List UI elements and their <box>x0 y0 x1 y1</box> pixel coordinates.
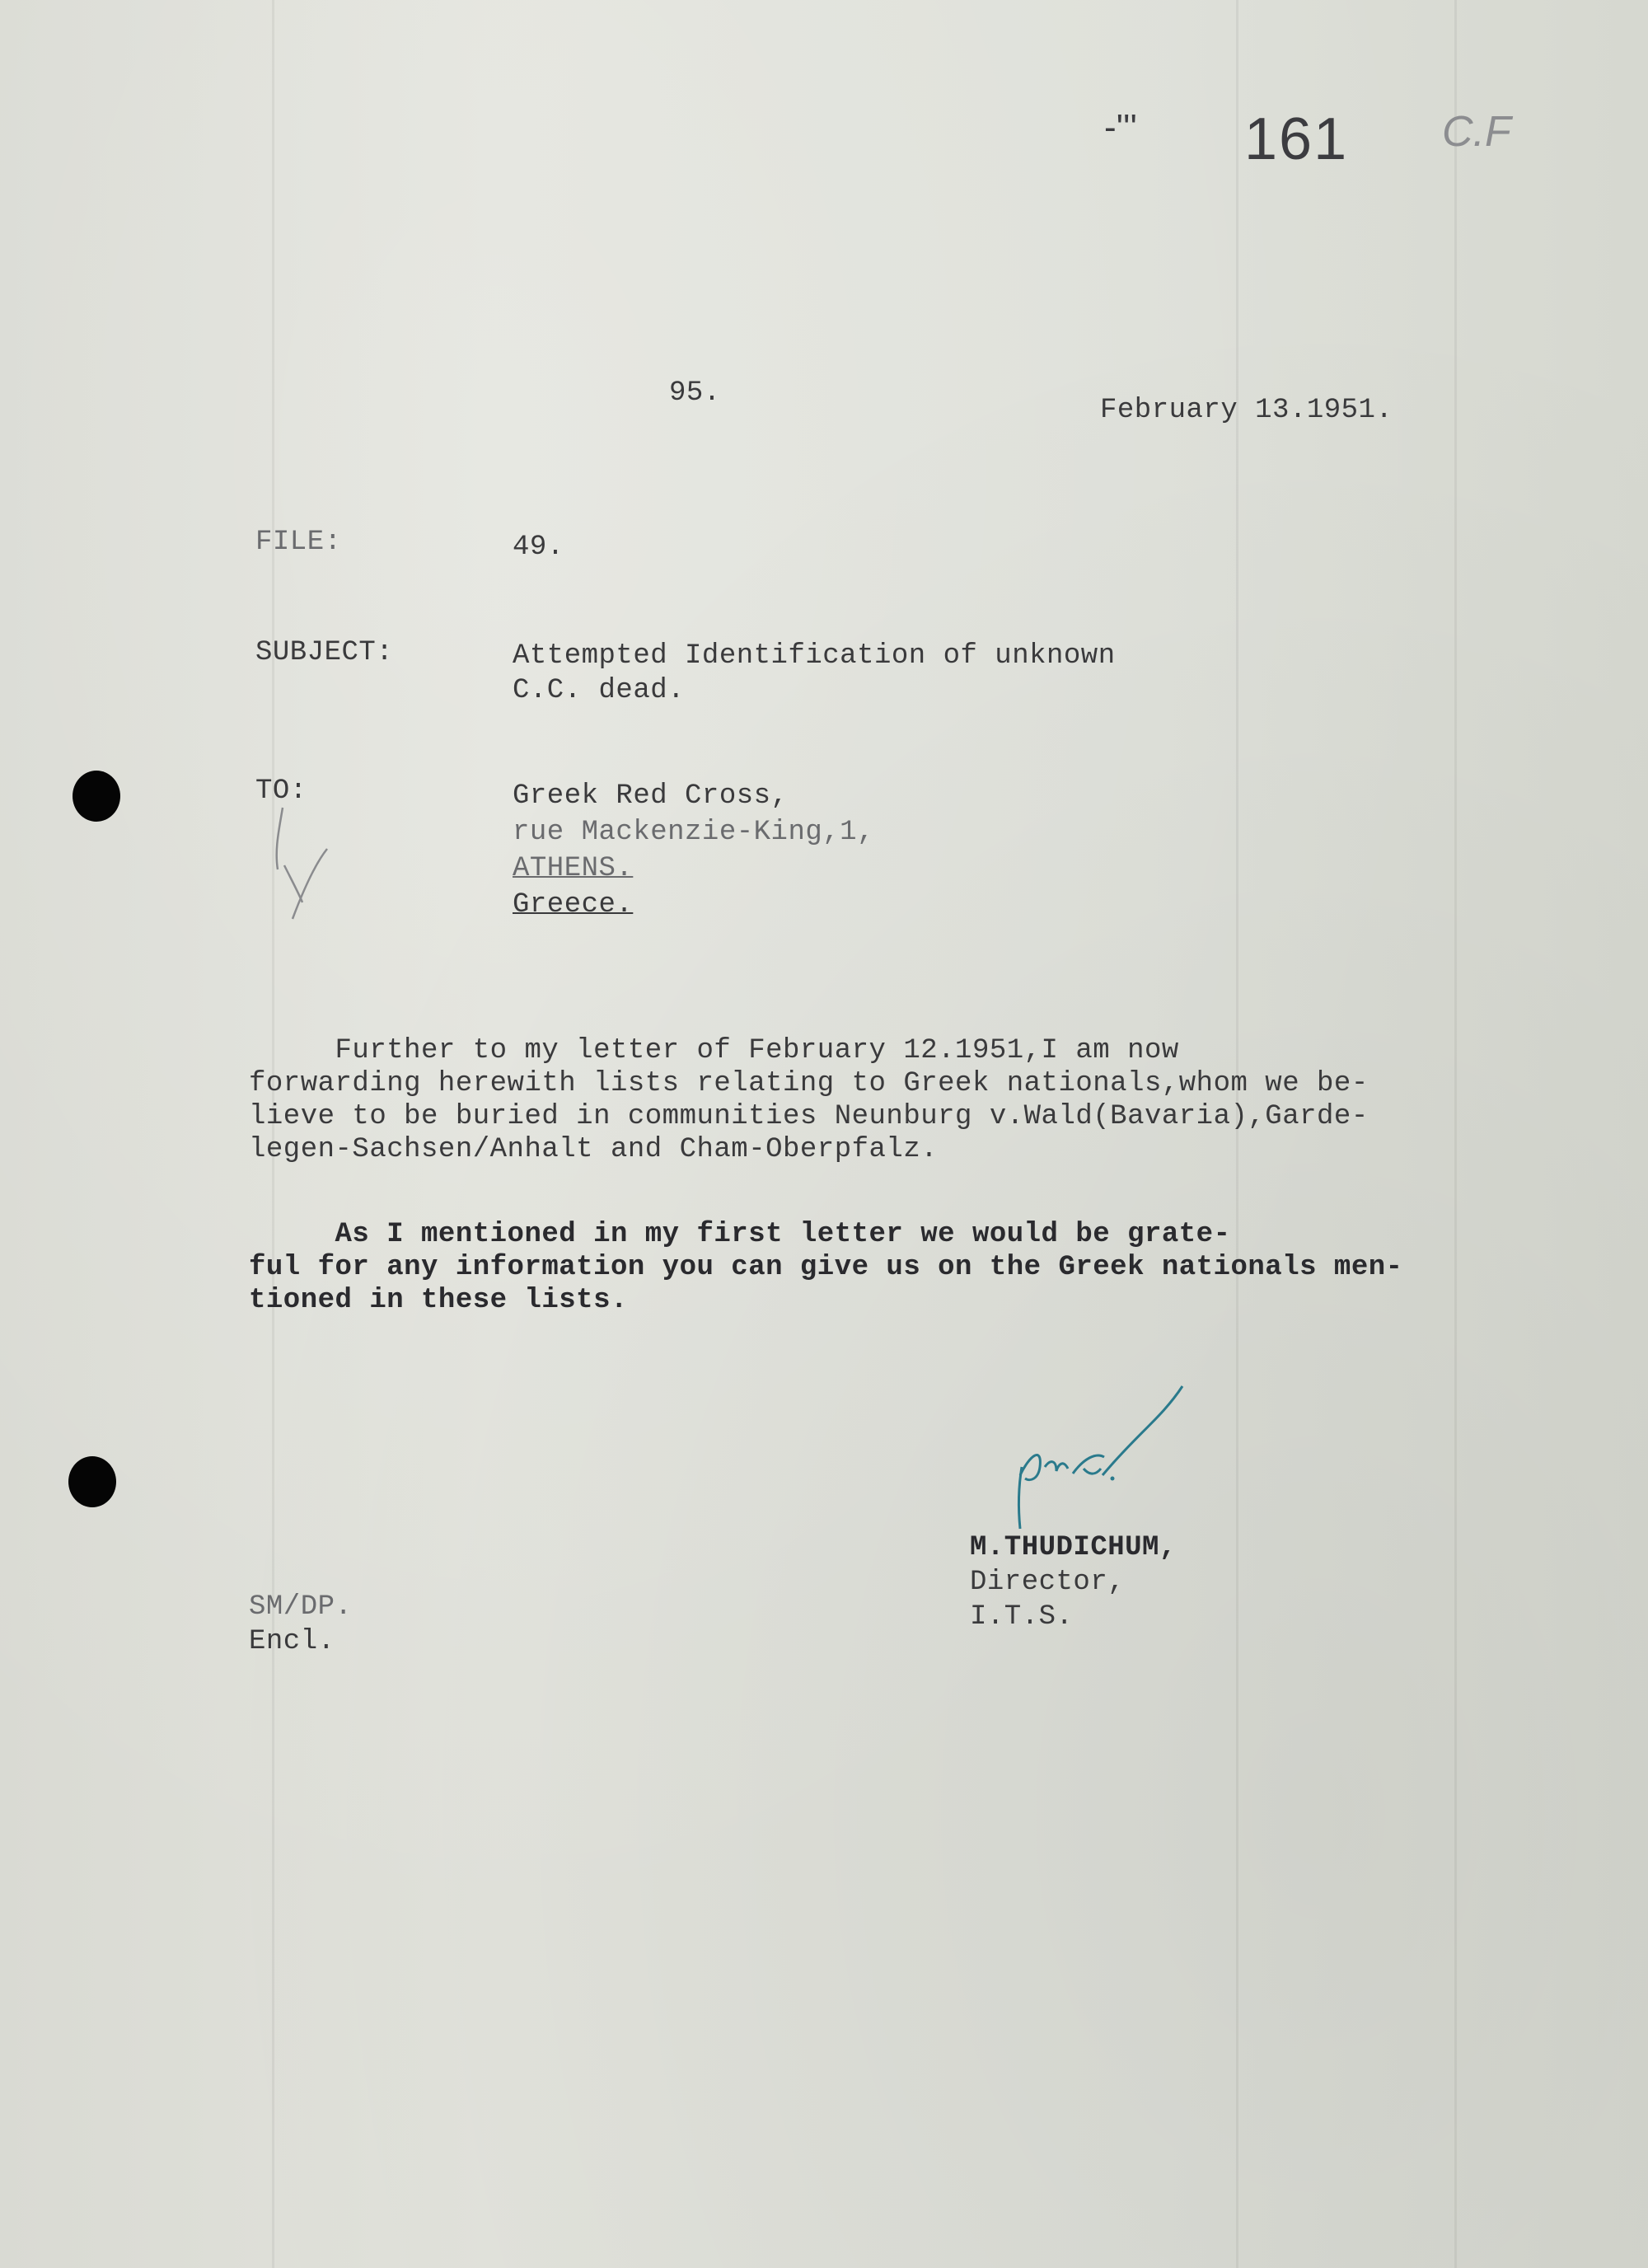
subject-label: SUBJECT: <box>255 637 394 668</box>
recipient-line-2: rue Mackenzie-King,1, <box>513 817 874 848</box>
to-label: TO: <box>255 776 307 807</box>
pencil-check-mark <box>260 804 342 927</box>
punch-hole-top <box>73 771 120 822</box>
archive-stamp-number: 161 <box>1244 106 1349 172</box>
body-paragraph-1-line-2: forwarding herewith lists relating to Greek nationals,whom we be- <box>249 1068 1369 1099</box>
signatory-organization: I.T.S. <box>970 1601 1074 1633</box>
body-paragraph-2-line-2: ful for any information you can give us on the Greek nationals men- <box>249 1252 1403 1283</box>
body-paragraph-1-line-4: legen-Sachsen/Anhalt and Cham-Oberpfalz. <box>249 1134 939 1165</box>
file-label: FILE: <box>255 527 342 558</box>
body-paragraph-1-line-1: Further to my letter of February 12.1951,I am now <box>249 1035 1179 1066</box>
recipient-line-1: Greek Red Cross, <box>513 780 789 812</box>
body-paragraph-2-line-3: tioned in these lists. <box>249 1285 628 1316</box>
enclosure-note: Encl. <box>249 1626 335 1657</box>
archive-stamp-mark: -''' <box>1104 107 1137 148</box>
typist-initials: SM/DP. <box>249 1591 353 1623</box>
file-number: 49. <box>513 532 564 563</box>
body-paragraph-1-line-3: lieve to be buried in communities Neunburg v.Wald(Bavaria),Garde- <box>249 1101 1369 1132</box>
body-paragraph-2-line-1: As I mentioned in my first letter we would be grate- <box>249 1219 1231 1250</box>
subject-line-2: C.C. dead. <box>513 675 686 706</box>
handwritten-signature <box>1005 1376 1203 1541</box>
subject-line-1: Attempted Identification of unknown <box>513 640 1116 672</box>
punch-hole-bottom <box>68 1456 116 1507</box>
recipient-line-3: ATHENS. <box>513 853 634 884</box>
signatory-title: Director, <box>970 1567 1126 1598</box>
recipient-line-4: Greece. <box>513 889 634 921</box>
signatory-name: M.THUDICHUM, <box>970 1532 1177 1563</box>
paper-crease <box>1236 0 1238 2268</box>
paper-crease <box>1454 0 1457 2268</box>
letter-date: February 13.1951. <box>1100 395 1393 426</box>
archive-stamp-initials: C.F <box>1442 108 1511 156</box>
reference-number: 95. <box>669 377 721 409</box>
